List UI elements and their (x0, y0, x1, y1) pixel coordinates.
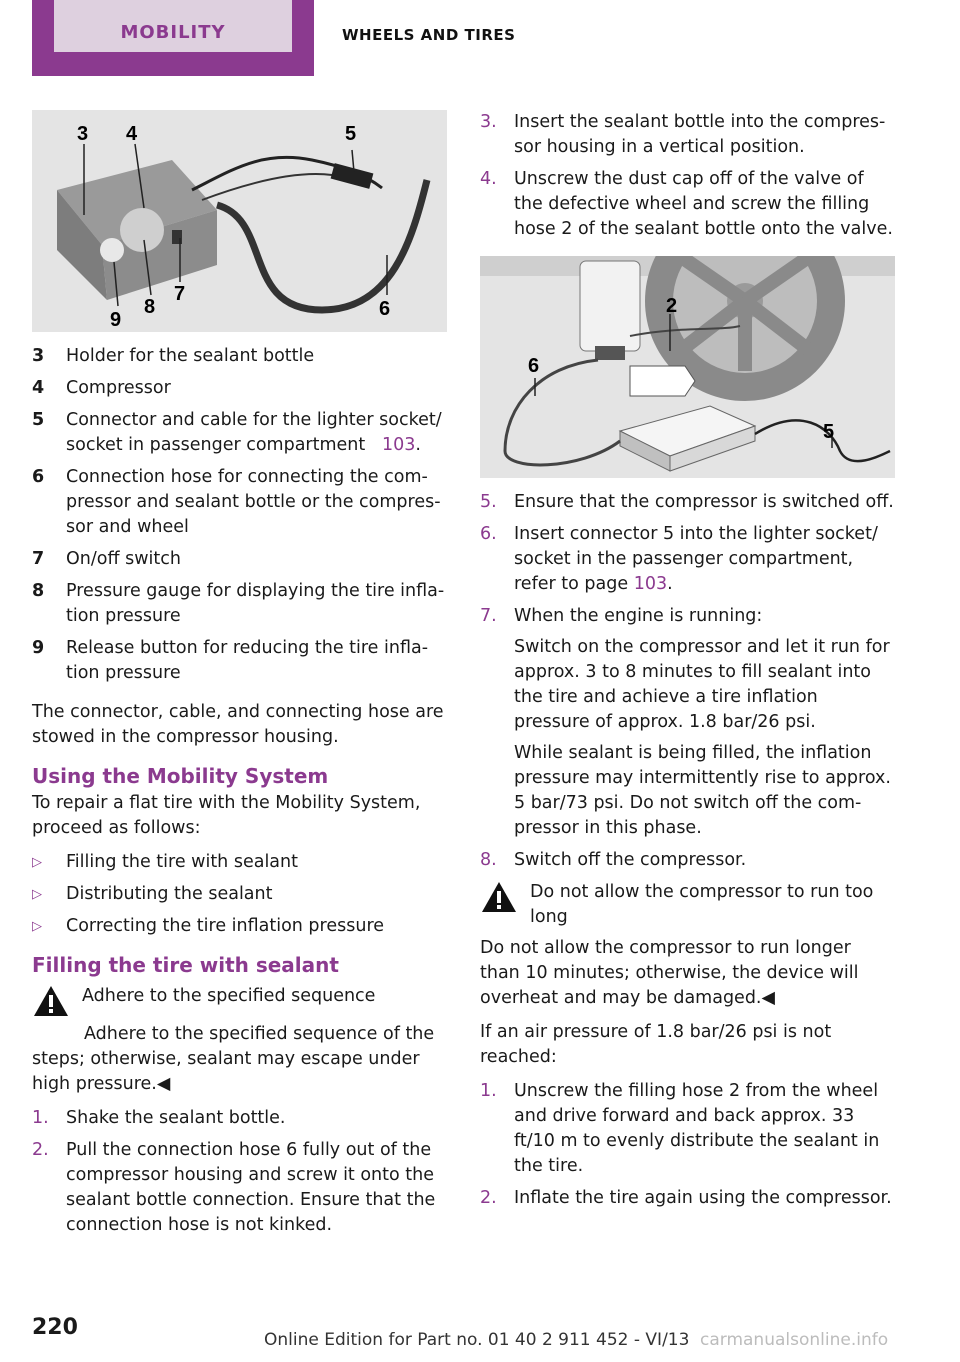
step-item: 2. Inflate the tire again using the compressor. (480, 1188, 892, 1208)
compressor-illustration (32, 110, 447, 332)
chapter-tab-label: MOBILITY (54, 0, 292, 52)
chapter-tab[interactable] (32, 0, 314, 76)
sealant-illustration (480, 256, 895, 478)
warning-body: Do not allow the compressor to run longer than 10 minutes; otherwise, the device will overheat and may be damaged.◀ (480, 938, 859, 1008)
bullet-icon: ▷ (32, 887, 42, 902)
warning-icon (32, 984, 70, 1018)
section-title: WHEELS AND TIRES (342, 26, 516, 44)
bullet-icon: ▷ (32, 855, 42, 870)
callout-9: 9 (110, 309, 122, 331)
callout-2: 2 (666, 295, 678, 317)
sealant-figure (480, 256, 895, 478)
stowed-paragraph: The connector, cable, and connecting hose are stowed in the compressor housing. (32, 702, 444, 747)
compressor-figure (32, 110, 447, 332)
step-item: 1. Unscrew the filling hose 2 from the wheel and drive forward and back approx. 33 ft/10 m to evenly distribute the sealant in the tire. (480, 1081, 880, 1176)
pressure-paragraph: If an air pressure of 1.8 bar/26 psi is not reached: (480, 1022, 832, 1067)
warning-box (32, 984, 447, 1018)
legend-item: 4 Compressor (32, 378, 171, 398)
step-sub-paragraph: Switch on the compressor and let it run for approx. 3 to 8 minutes to fill sealant into the tire and achieve a tire inflation pressure of approx. 1.8 bar/26 psi. (514, 637, 890, 732)
legend-list (32, 344, 447, 686)
callout-7: 7 (174, 283, 186, 305)
step-item: 8. Switch off the compressor. (480, 850, 747, 870)
watermark: carmanualsonline.info (700, 1330, 889, 1350)
step-item: 5. Ensure that the compressor is switched off. (480, 492, 894, 512)
right-column (480, 110, 895, 1218)
step-sub-paragraph: While sealant is being filled, the inflation pressure may intermittently rise to approx. 5 bar/73 psi. Do not switch off the com‐ pressor in this phase. (514, 743, 891, 838)
legend-item: 6 Connection hose for connecting the com‐ pressor and sealant bottle or the compres‐ sor and wheel (32, 467, 441, 537)
callout-5: 5 (345, 123, 357, 145)
warning-icon (480, 880, 518, 914)
callout-5: 5 (823, 421, 835, 443)
step-item: 1. Shake the sealant bottle. (32, 1108, 286, 1128)
bullet-icon: ▷ (32, 919, 42, 934)
edition-text: Online Edition for Part no. 01 40 2 911 452 - VI/13 (264, 1330, 690, 1350)
bullet-item: ▷ Distributing the sealant (32, 882, 447, 907)
bullet-item: ▷ Correcting the tire inflation pressure (32, 914, 447, 939)
page-number: 220 (32, 1315, 78, 1340)
legend-item: 8 Pressure gauge for displaying the tire infla‐ tion pressure (32, 581, 445, 626)
callout-3: 3 (77, 123, 89, 145)
legend-item: 7 On/off switch (32, 549, 181, 569)
legend-item: 9 Release button for reducing the tire infla‐ tion pressure (32, 638, 429, 683)
using-intro: To repair a flat tire with the Mobility System, proceed as follows: (32, 793, 421, 838)
warning-title: Do not allow the compressor to run too long (530, 882, 874, 927)
using-heading: Using the Mobility System (32, 764, 329, 788)
callout-8: 8 (144, 296, 156, 318)
page-ref-link[interactable]: 103 (381, 435, 416, 455)
step-item: 4. Unscrew the dust cap off of the valve of the defective wheel and screw the filling hose 2 of the sealant bottle onto the valve. (480, 169, 893, 239)
callout-4: 4 (126, 123, 138, 145)
step-item: 6. Insert connector 5 into the lighter socket/ socket in the passenger compartment, refer to page 103. (480, 524, 878, 594)
legend-item: 3 Holder for the sealant bottle (32, 346, 315, 366)
callout-6: 6 (379, 298, 391, 320)
filling-heading: Filling the tire with sealant (32, 953, 339, 977)
warning-body: Adhere to the specified sequence of the steps; otherwise, sealant may escape under high pressure.◀ (32, 1024, 435, 1094)
bullet-item: ▷ Filling the tire with sealant (32, 850, 447, 875)
callout-6: 6 (528, 355, 540, 377)
step-item: 3. Insert the sealant bottle into the compres‐ sor housing in a vertical position. (480, 112, 886, 157)
warning-box (480, 880, 895, 930)
legend-item: 5 Connector and cable for the lighter socket/ socket in passenger compartment 103. (32, 410, 442, 455)
step-item: 2. Pull the connection hose 6 fully out of the compressor housing and screw it onto the sealant bottle connection. Ensure that the connection hose is not kinked. (32, 1140, 436, 1235)
left-column (32, 110, 447, 1245)
warning-title: Adhere to the specified sequence (82, 986, 376, 1006)
step-item: 7. When the engine is running: (480, 606, 763, 626)
page-ref-link[interactable]: 103 (633, 574, 668, 594)
